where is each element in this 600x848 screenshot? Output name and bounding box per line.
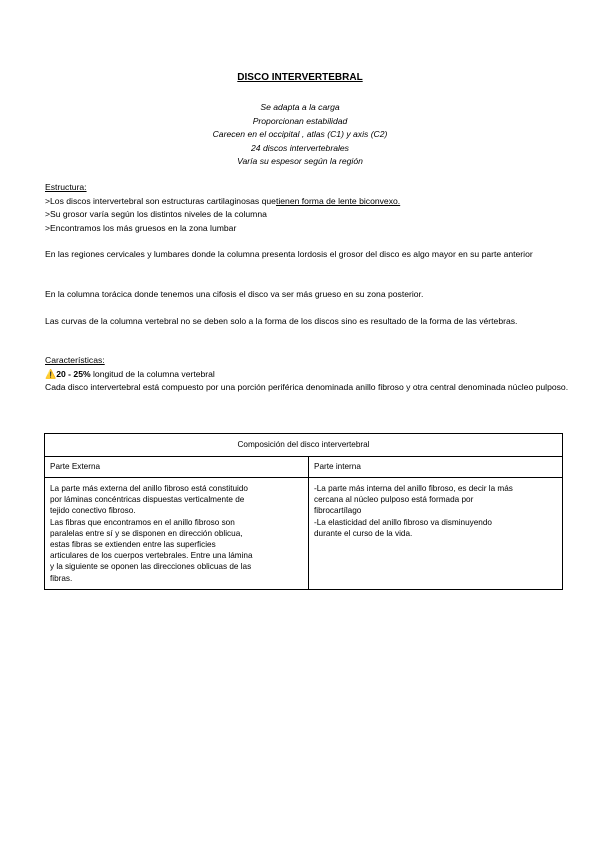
intro-line: Proporcionan estabilidad [252,115,348,126]
cell-line: durante el curso de la vida. [314,528,413,538]
intro-line: Varía su espesor según la región [237,156,363,166]
caracteristicas-section [45,354,572,395]
estructura-section [45,181,572,235]
estructura-line-1 [45,195,572,209]
cell-line: fibras. [50,573,73,583]
caracteristicas-range [45,368,572,382]
estructura-line-1-text: >Los discos intervertebral son estructuras cartilaginosas que [45,195,276,206]
paragraph-curvas: Las curvas de la columna vertebral no se deben solo a la forma de los discos sino es resultado de la forma de las vértebras. [45,316,518,326]
cell-line: estas fibras se extienden entre las superficies [50,540,216,550]
column-header-interna: Parte interna [309,457,563,478]
column-header-externa: Parte Externa [45,457,309,478]
cell-line: -La elasticidad del anillo fibroso va disminuyendo [314,517,492,527]
intro-line: 24 discos intervertebrales [251,142,349,153]
cell-line: fibrocartílago [314,506,362,516]
estructura-line-1-underlined: tienen forma de lente biconvexo. [275,195,401,206]
composition-table [44,433,563,590]
cell-line: tejido conectivo fibroso. [50,506,136,516]
estructura-line-3: >Encontramos los más gruesos en la zona lumbar [45,222,237,233]
caracteristicas-description: Cada disco intervertebral está compuesto por una porción periférica denominada anillo fibroso y otra central denominada núcleo pulposo. [45,382,569,392]
cell-parte-interna [309,478,563,590]
cell-line: paralelas entre sí y se disponen en dirección oblicua, [50,528,243,538]
intro-line: Se adapta a la carga [260,102,340,112]
cell-line: Las fibras que encontramos en el anillo fibroso son [50,517,235,527]
cell-line: cercana al núcleo pulposo está formada por [314,495,474,505]
warning-icon: ⚠️ [45,368,57,379]
document-title: DISCO INTERVERTEBRAL [237,72,363,83]
table-title: Composición del disco intervertebral [45,434,563,457]
intro-list [0,101,600,169]
paragraph-lordosis: En las regiones cervicales y lumbares donde la columna presenta lordosis el grosor del disco es algo mayor en su parte anterior [45,249,533,259]
estructura-line-2: >Su grosor varía según los distintos niveles de la columna [45,209,267,219]
cell-parte-externa [45,478,309,590]
range-value: 20 - 25% [56,368,91,379]
cell-line: -La parte más interna del anillo fibroso, es decir la más [314,484,513,493]
estructura-heading: Estructura: [45,182,87,192]
cell-line: por láminas concéntricas dispuestas verticalmente de [50,495,245,505]
paragraph-cifosis: En la columna torácica donde tenemos una cifosis el disco va ser más grueso en su zona posterior. [45,289,424,299]
intro-line: Carecen en el occipital , atlas (C1) y axis (C2) [212,129,388,139]
range-text: longitud de la columna vertebral [90,368,215,379]
cell-line: La parte más externa del anillo fibroso está constituido [50,484,248,493]
cell-line: y la siguiente se oponen las direcciones oblicuas de las [50,562,252,572]
cell-line: articulares de los cuerpos vertebrales. Entre una lámina [50,551,253,561]
caracteristicas-heading: Características: [45,355,105,365]
